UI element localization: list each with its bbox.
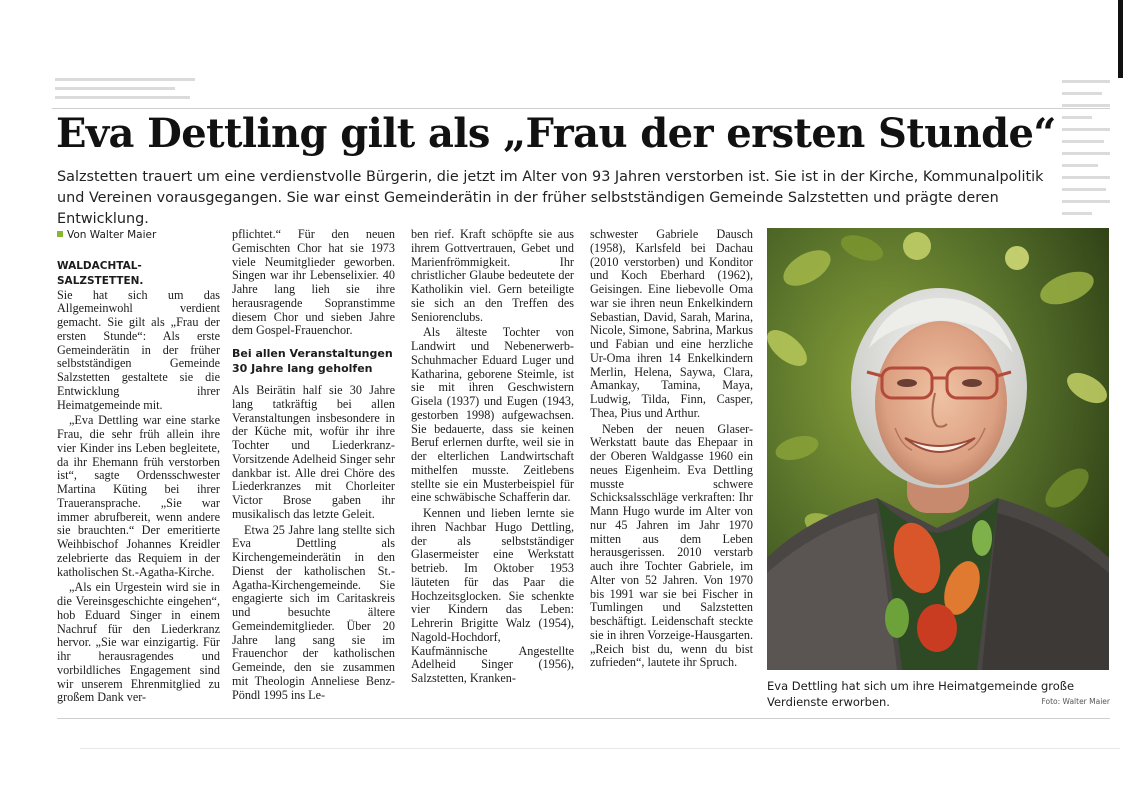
byline-text: Von Walter Maier [67,229,157,241]
byline [57,228,220,242]
paragraph: ben rief. Kraft schöpfte sie aus ihrem Gottvertrauen, Gebet und Marienfrömmigkeit. Ihr christlicher Glaube bedeutete der Katholikin viel. Gern beteiligte sie sich an den Treffen des Seniorenclubs. [411,228,574,324]
article-column-1 [57,228,220,714]
bleed-through-text [55,78,205,104]
bottom-rule [57,718,1110,719]
dateline: WALDACHTAL-SALZSTETTEN. [57,260,144,287]
paragraph: Als Beirätin half sie 30 Jahre lang tatkräftig bei allen Veranstaltungen insbesondere in der Küche mit, wofür ihr ihre Tochter und Liederkranz-Vorsitzende Adelheid Singer sehr dankbar ist. Alle drei Chöre des Liederkranzes mit Chorleiter Victor Brose gaben ihr musikalisch das letzte Geleit. [232,383,395,521]
paragraph: „Eva Dettling war eine starke Frau, die sehr früh allein ihre vier Kinder ins Leben begleitete, da ihr Ehemann früh verstorben ist“, sagte Ordensschwester Martina Küting bei ihrer Traueransprache. „Sie war immer abrufbereit, wenn andere sie brauchten.“ Der emeritierte Weihbischof Johannes Kreidler zelebrierte das Requiem in der katholischen St.-Agatha-Kirche. [57,413,220,579]
scan-edge [80,748,1120,749]
paragraph: Sie hat sich um das Allgemeinwohl verdient gemacht. Sie gilt als „Frau der ersten Stunde“: Als erste Gemeinderätin in der früher selbstständigen Gemeinde Salzstetten gestaltete sie die Entwicklung ihrer Heimatgemeinde mit. [57,287,220,412]
paragraph: Kennen und lieben lernte sie ihren Nachbar Hugo Dettling, der als selbstständiger Glasermeister eine Werkstatt betrieb. Im Oktober 1953 läuteten für das Paar die Hochzeitsglocken. Sie schenkte vier Kindern das Leben: Lehrerin Brigitte Walz (1954), Nagold-Hochdorf, Kaufmännische Angestellte Adelheid Singer (1956), Salzstetten, Kranken- [411,506,574,685]
paragraph: Neben der neuen Glaser-Werkstatt baute das Ehepaar in der Oberen Waldgasse 1960 ein neues Eigenheim. Eva Dettling musste schwere Schicksalsschläge verkraften: Ihr Mann Hugo wurde im Alter von nur 45 Jahren im Jahr 1970 mitten aus dem Leben herausgerissen. 2010 verstarb auch ihre Tochter Gabriele, im Alter von 52 Jahren. Von 1970 bis 1991 war sie bei Fischer in Tumlingen und Salzstetten beschäftigt. Leidenschaft steckte sie in ihren Vorzeige-Hausgarten. „Reich bist du, wenn du bist zufrieden“, lautete ihr Spruch. [590,421,753,670]
byline-marker-icon [57,231,63,237]
portrait-photo [767,228,1109,670]
headline: Eva Dettling gilt als „Frau der ersten Stunde“ [56,110,1056,157]
section-subheading: Bei allen Veranstaltungen 30 Jahre lang geholfen [232,347,393,375]
scan-edge [1118,0,1123,78]
photo-caption: Eva Dettling hat sich um ihre Heimatgemeinde große Verdienste erworben. [767,679,1075,709]
paragraph: pflichtet.“ Für den neuen Gemischten Chor hat sie 1973 viele Neumitglieder geworben. Singen war ihr Lebenselixier. 40 Jahre lang lieh sie ihre herausragende Sopranstimme diesem Chor und sieben Jahre dem Gospel-Frauenchor. [232,228,395,338]
paragraph: Als älteste Tochter von Landwirt und Nebenerwerb-Schuhmacher Eduard Luger und Katharina, geborene Steimle, ist sie mit ihren Geschwistern Gisela (1937) und Eugen (1943, gestorben 1998) aufgewachsen. Sie bedauerte, dass sie keinen Beruf erlernen durfte, weil sie in der elterlichen Landwirtschaft mithelfen musste. Zeitlebens stellte sie ein Musterbeispiel für eine schwäbische Schafferin dar. [411,325,574,505]
paragraph: schwester Gabriele Dausch (1958), Karlsfeld bei Dachau (2010 verstorben) und Konditor und Koch Eberhard (1962), Geisingen. Eine liebevolle Oma war sie ihren neun Enkelkindern Sebastian, David, Sarah, Marina, Nicole, Simone, Sabrina, Markus und Fabian und eine herzliche Ur-Oma ihren 14 Enkelkindern Merlin, Helena, Saywa, Clara, Amankay, Tamina, Maya, Ludwig, Tilda, Finn, Casper, Thea, Pius und Arthur. [590,228,753,420]
photo-credit: Foto: Walter Maier [1041,697,1110,706]
article-column-2 [232,228,395,714]
paragraph: „Als ein Urgestein wird sie in die Vereinsgeschichte eingehen“, hob Eduard Singer in einem Nachruf für den Liederkranz hervor. „Sie war einzigartig. Für ihr herausragendes und vorbildliches Engagement sind wir unserem Ehrenmitglied zu großem Dank ver- [57,580,220,705]
paragraph: Etwa 25 Jahre lang stellte sich Eva Dettling als Kirchengemeinderätin in den Dienst der katholischen St.-Agatha-Kirchengemeinde. Sie engagierte sich im Caritaskreis und besuchte ältere Gemeindemitglieder. Über 20 Jahre lang sang sie im Frauenchor der katholischen Gemeinde, den sie zusammen mit Theologin Anneliese Benz-Pöndl 1995 ins Le- [232,522,395,702]
portrait-illustration [767,228,1109,670]
article-column-4 [590,228,753,714]
top-rule [52,108,1110,109]
subheadline: Salzstetten trauert um eine verdienstvolle Bürgerin, die jetzt im Alter von 93 Jahren verstorben ist. Sie ist in der Kirche, Kommunalpolitik und Vereinen vorausgegangen. Sie war einst Gemeinderätin in der früher selbstständigen Gemeinde Salzstetten und prägte deren Entwicklung. [57,169,1044,227]
article-column-3 [411,228,574,714]
